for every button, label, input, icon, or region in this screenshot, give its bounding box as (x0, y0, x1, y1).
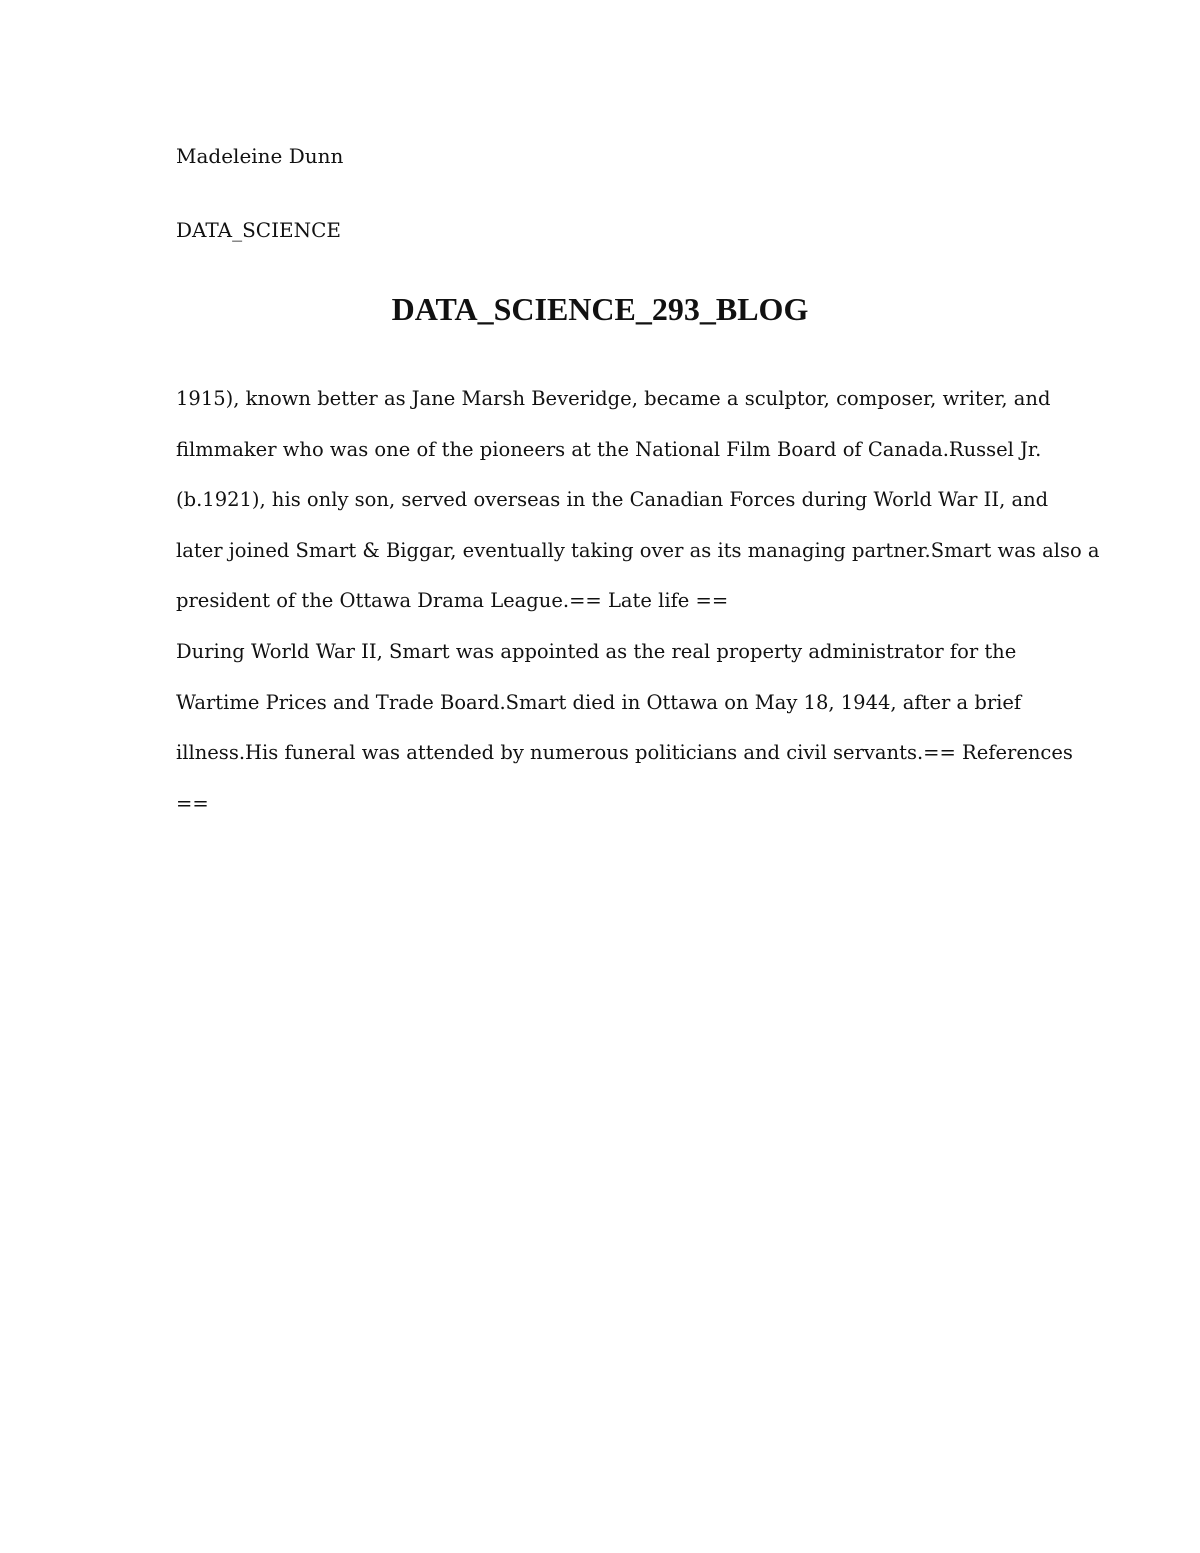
body-line: illness.His funeral was attended by numerous politicians and civil servants.== References (176, 741, 1073, 765)
body-text (176, 383, 1100, 838)
body-line: Wartime Prices and Trade Board.Smart died in Ottawa on May 18, 1944, after a brief (176, 690, 1022, 714)
author-name: Madeleine Dunn (176, 144, 344, 168)
course-name: DATA_SCIENCE (176, 218, 341, 242)
body-line: == (176, 791, 209, 815)
document-title: DATA_SCIENCE_293_BLOG (391, 291, 809, 327)
body-line: (b.1921), his only son, served overseas in the Canadian Forces during World War II, and (176, 488, 1049, 512)
body-line: later joined Smart & Biggar, eventually taking over as its managing partner.Smart was also a (176, 538, 1100, 562)
body-line: filmmaker who was one of the pioneers at the National Film Board of Canada.Russel Jr. (176, 437, 1042, 461)
body-line: president of the Ottawa Drama League.== Late life == (176, 589, 729, 613)
body-line: During World War II, Smart was appointed as the real property administrator for the (176, 639, 1017, 663)
body-line: 1915), known better as Jane Marsh Beveridge, became a sculptor, composer, writer, and (176, 387, 1051, 410)
